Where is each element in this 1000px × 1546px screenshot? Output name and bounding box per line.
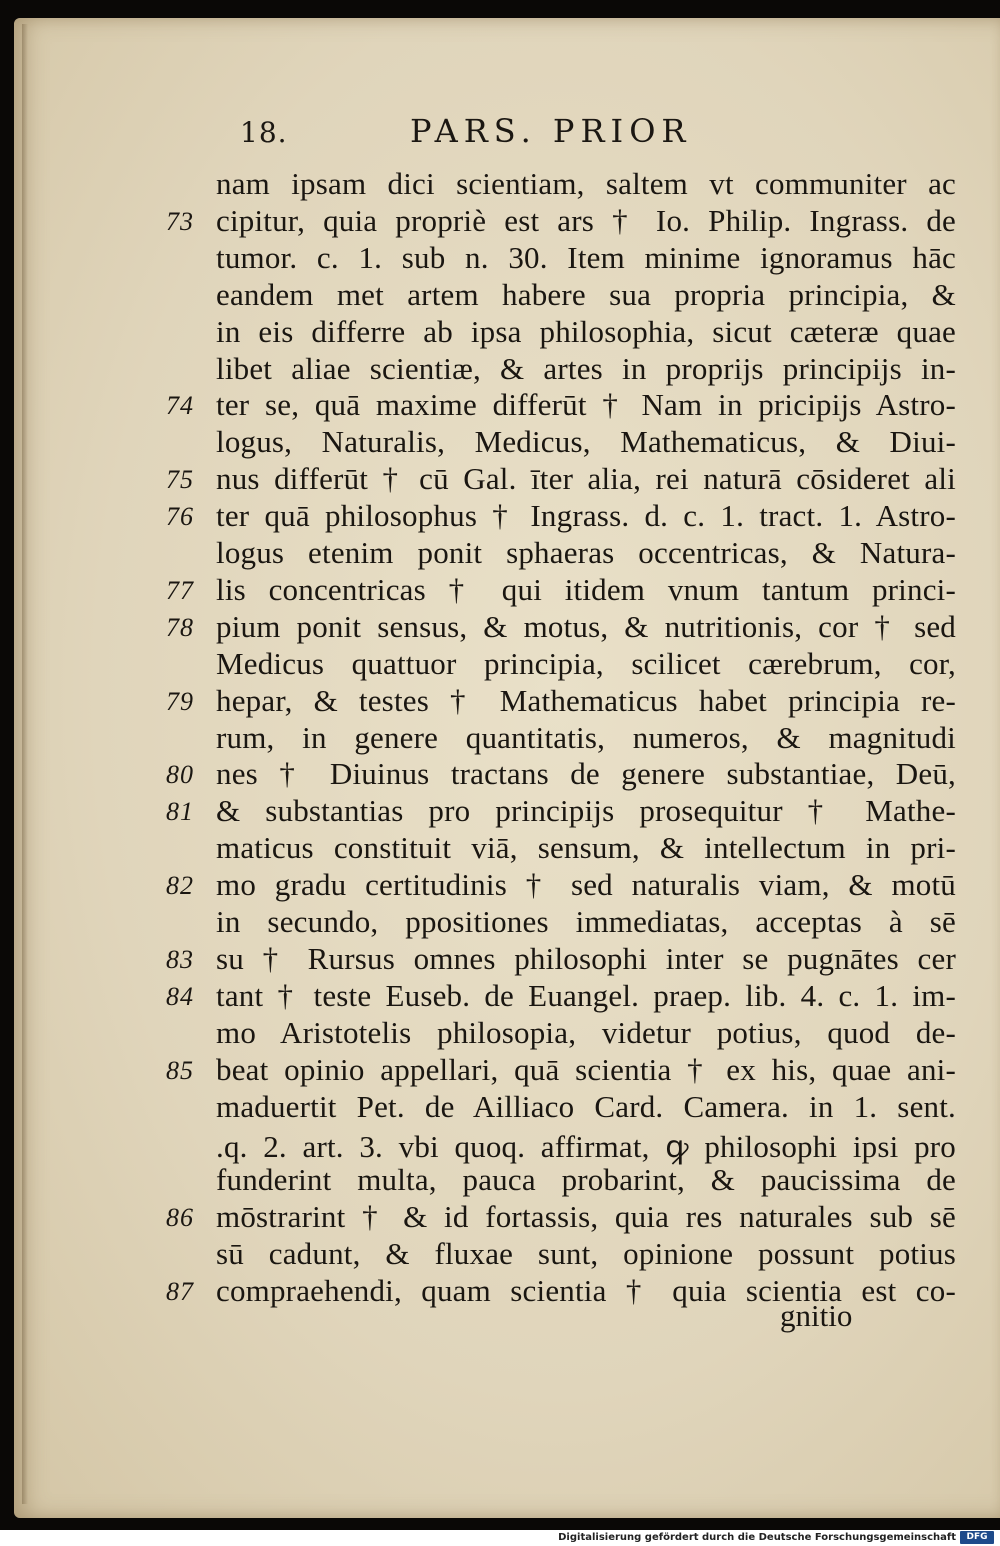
margin-note-number: 74	[166, 391, 194, 421]
line-text: hepar, & testes † Mathematicus habet principia re-	[216, 682, 956, 718]
text-line	[0, 793, 1000, 831]
footer-strip	[0, 1530, 1000, 1546]
text-line	[0, 904, 1000, 942]
line-text: lis concentricas † qui itidem vnum tantum princi-	[216, 571, 956, 607]
line-text: sū cadunt, & fluxae sunt, opinione possunt potius	[216, 1236, 956, 1272]
text-line	[0, 461, 1000, 499]
text-line	[0, 941, 1000, 979]
text-line	[0, 535, 1000, 573]
running-head: PARS. PRIOR	[410, 112, 692, 150]
margin-note-number: 86	[166, 1203, 194, 1233]
line-text: tant † teste Euseb. de Euangel. praep. lib. 4. c. 1. im-	[216, 977, 956, 1013]
line-text: tumor. c. 1. sub n. 30. Item minime ignoramus hāc	[216, 239, 956, 275]
line-text: eandem met artem habere sua propria principia, &	[216, 276, 956, 312]
margin-note-number: 83	[166, 944, 194, 974]
footer-credit: Digitalisierung gefördert durch die Deutsche Forschungsgemeinschaft	[558, 1532, 956, 1543]
text-line	[0, 424, 1000, 462]
text-line	[0, 1199, 1000, 1237]
text-line	[0, 720, 1000, 758]
line-text: nus differūt † cū Gal. īter alia, rei naturā cōsideret ali	[216, 461, 956, 497]
margin-note-number: 81	[166, 797, 194, 827]
line-text: nam ipsam dici scientiam, saltem vt communiter ac	[216, 166, 956, 201]
line-text: in eis differre ab ipsa philosophia, sicut cæteræ quae	[216, 313, 956, 349]
page-header	[0, 112, 1000, 152]
text-line	[0, 646, 1000, 684]
text-line	[0, 683, 1000, 721]
line-text: ter se, quā maxime differūt † Nam in pricipijs Astro-	[216, 387, 956, 423]
text-line	[0, 756, 1000, 794]
line-text: nes † Diuinus tractans de genere substantiae, Deū,	[216, 756, 956, 792]
line-text: pium ponit sensus, & motus, & nutritionis, cor † sed	[216, 608, 956, 644]
text-line	[0, 240, 1000, 278]
text-line	[0, 830, 1000, 868]
line-text: logus, Naturalis, Medicus, Mathematicus, & Diui-	[216, 424, 956, 460]
page-number: 18.	[240, 116, 288, 149]
line-text: cipitur, quia propriè est ars † Io. Philip. Ingrass. de	[216, 202, 956, 238]
margin-note-number: 77	[166, 575, 194, 605]
text-line	[0, 1162, 1000, 1200]
text-line	[0, 166, 1000, 204]
line-text: & substantias pro principijs prosequitur † Mathe-	[216, 793, 956, 829]
line-text: mo Aristotelis philosopia, videtur potius, quod de-	[216, 1014, 956, 1050]
line-text: beat opinio appellari, quā scientia † ex his, quae ani-	[216, 1051, 956, 1087]
line-text: maticus constituit viā, sensum, & intellectum in pri-	[216, 830, 956, 866]
line-text: ter quā philosophus † Ingrass. d. c. 1. tract. 1. Astro-	[216, 498, 956, 534]
margin-note-number: 85	[166, 1055, 194, 1085]
line-text: libet aliae scientiæ, & artes in proprijs principijs in-	[216, 350, 956, 386]
margin-note-number: 82	[166, 871, 194, 901]
text-line	[0, 277, 1000, 315]
catchword: gnitio	[780, 1298, 853, 1333]
line-text: funderint multa, pauca probarint, & paucissima de	[216, 1162, 956, 1198]
text-line	[0, 1125, 1000, 1163]
line-text: mōstrarint † & id fortassis, quia res naturales sub sē	[216, 1199, 956, 1235]
dfg-logo: DFG	[960, 1531, 994, 1544]
margin-note-number: 79	[166, 686, 194, 716]
text-line	[0, 1089, 1000, 1127]
text-line	[0, 314, 1000, 352]
text-line	[0, 203, 1000, 241]
line-text: rum, in genere quantitatis, numeros, & magnitudi	[216, 719, 956, 755]
margin-note-number: 76	[166, 502, 194, 532]
text-line	[0, 1052, 1000, 1090]
line-text: mo gradu certitudinis † sed naturalis viam, & motū	[216, 867, 956, 903]
text-line	[0, 351, 1000, 389]
text-line	[0, 867, 1000, 905]
text-line	[0, 609, 1000, 647]
margin-note-number: 87	[166, 1277, 194, 1306]
margin-note-number: 84	[166, 981, 194, 1011]
margin-note-number: 73	[166, 206, 194, 236]
line-text: logus etenim ponit sphaeras occentricas, & Natura-	[216, 535, 956, 570]
line-text: su † Rursus omnes philosophi inter se pugnātes cer	[216, 940, 956, 976]
text-line	[0, 572, 1000, 610]
margin-note-number: 75	[166, 465, 194, 495]
text-line	[0, 498, 1000, 536]
line-text: Medicus quattuor principia, scilicet cærebrum, cor,	[216, 645, 956, 681]
text-line	[0, 387, 1000, 425]
line-text: compraehendi, quam scientia † quia scientia est co-	[216, 1273, 956, 1308]
line-text: in secundo, ppositiones immediatas, acceptas à sē	[216, 904, 956, 939]
text-line	[0, 978, 1000, 1016]
text-line	[0, 1015, 1000, 1053]
margin-note-number: 80	[166, 760, 194, 790]
line-text: maduertit Pet. de Ailliaco Card. Camera. in 1. sent.	[216, 1088, 956, 1124]
line-text: .q. 2. art. 3. vbi quoq. affirmat, ꝙ philosophi ipsi pro	[216, 1129, 956, 1165]
text-line	[0, 1236, 1000, 1274]
margin-note-number: 78	[166, 612, 194, 642]
